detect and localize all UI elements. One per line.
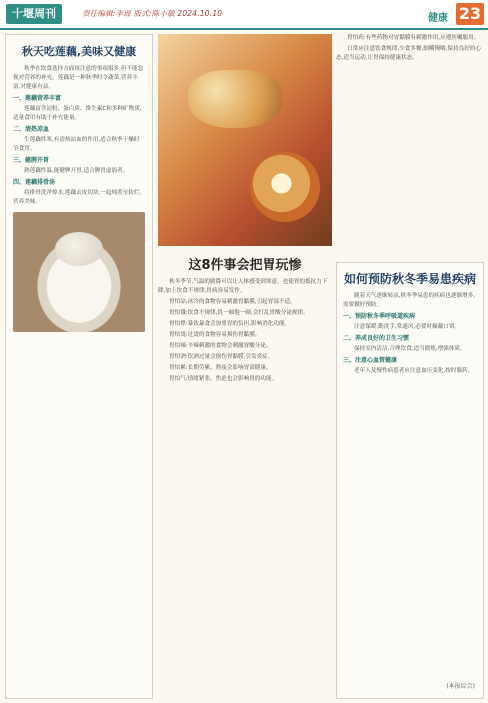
center-article-title: 这8件事会把胃玩惨 [188, 258, 302, 273]
editor-meta: 责任编辑:李瑶 版式:陈小敏 2024.10.10 [82, 9, 223, 18]
lotus-root-soup-photo [13, 212, 145, 332]
right-subtitle: 一、预防秋冬季呼吸道疾病 [343, 313, 416, 320]
center-paragraph: 胃怕酒:饮酒过量会损伤胃黏膜,引发炎症。 [169, 354, 274, 360]
right-subtitle: 三、注意心血管健康 [343, 357, 398, 364]
page-header [0, 0, 488, 30]
right-paragraph: 注意保暖,勤洗手,常通风,必要时佩戴口罩。 [354, 324, 461, 330]
center-paragraph: 胃怕凉:冰冷的食物容易刺激胃黏膜,引起胃部不适。 [169, 299, 296, 305]
right-top-text [336, 34, 484, 258]
source-note: (本报综合) [446, 683, 475, 690]
left-column-article [5, 34, 153, 699]
right-paragraph: 保持室内清洁,合理饮食,适当锻炼,增强体质。 [354, 346, 466, 352]
left-subtitle: 三、健脾开胃 [13, 157, 50, 164]
left-paragraph: 秋季在饮食选择方面该注意的事项很多,但不能忽视对营养的补充。莲藕是一种秋季时令蔬菜,营养丰富,对健康有益。 [13, 66, 144, 90]
left-paragraph: 生莲藕性寒,有清热凉血的作用,适合秋季干燥时节食用。 [13, 137, 140, 152]
page-number: 23 [456, 3, 484, 25]
center-paragraph: 胃怕累:长期劳累、熬夜会影响胃部健康。 [169, 365, 272, 371]
right-top-paragraph: 日常应注意饮食规律,少食多餐,细嚼慢咽,保持良好的心态,适当运动,让胃保持健康状态。 [336, 46, 481, 61]
right-subtitle: 二、养成良好的卫生习惯 [343, 335, 410, 342]
left-article-title: 秋天吃莲藕,美味又健康 [21, 45, 137, 58]
center-paragraph: 胃怕气:情绪紧张、焦虑也会影响胃的功能。 [169, 376, 278, 382]
left-paragraph: 莲藕富含淀粉、蛋白质、维生素C和多种矿物质,适量食用有助于补充能量。 [13, 106, 142, 121]
center-paragraph: 胃怕烫:过烫的食物容易损伤胃黏膜。 [169, 332, 261, 338]
center-paragraph: 胃怕撑:暴饮暴食会加重胃的负担,影响消化功能。 [169, 321, 291, 327]
center-paragraph: 胃怕辣:辛辣刺激的食物会刺激胃酸分泌。 [169, 343, 272, 349]
right-box-title: 如何预防秋冬季易患疾病 [343, 272, 476, 286]
left-subtitle: 一、莲藕营养丰富 [13, 95, 62, 102]
section-label: 健康 [428, 13, 448, 24]
center-article-body [158, 278, 332, 698]
left-paragraph: 熟莲藕性温,能健脾开胃,适合脾胃虚弱者。 [24, 168, 129, 174]
right-paragraph: 老年人及慢性病患者应注意血压变化,按时服药。 [354, 368, 474, 374]
center-paragraph: 胃怕饿:饮食不规律,饥一顿饱一顿,会打乱胃酸分泌规律。 [169, 310, 309, 316]
right-paragraph: 随着天气逐渐转凉,秋冬季易患的疾病也逐渐增多,需要做好预防。 [343, 293, 476, 308]
right-top-paragraph: 胃怕药:有些药物对胃黏膜有刺激作用,应遵医嘱服用。 [347, 35, 480, 41]
junk-food-photo [158, 34, 332, 246]
center-paragraph: 秋冬季节,气温的剧降可以让人体感受到寒意。也使胃的抵抗力下降,加上饮食不规律,胃病容易发作。 [158, 279, 328, 294]
left-paragraph: 将排骨洗净焯水,莲藕去皮切块,一起炖煮至软烂,营养美味。 [13, 190, 142, 205]
left-subtitle: 二、清热凉血 [13, 126, 50, 133]
newspaper-logo: 十堰周刊 [6, 4, 62, 24]
right-disease-box [336, 262, 484, 699]
left-subtitle: 四、莲藕排骨汤 [13, 179, 56, 186]
